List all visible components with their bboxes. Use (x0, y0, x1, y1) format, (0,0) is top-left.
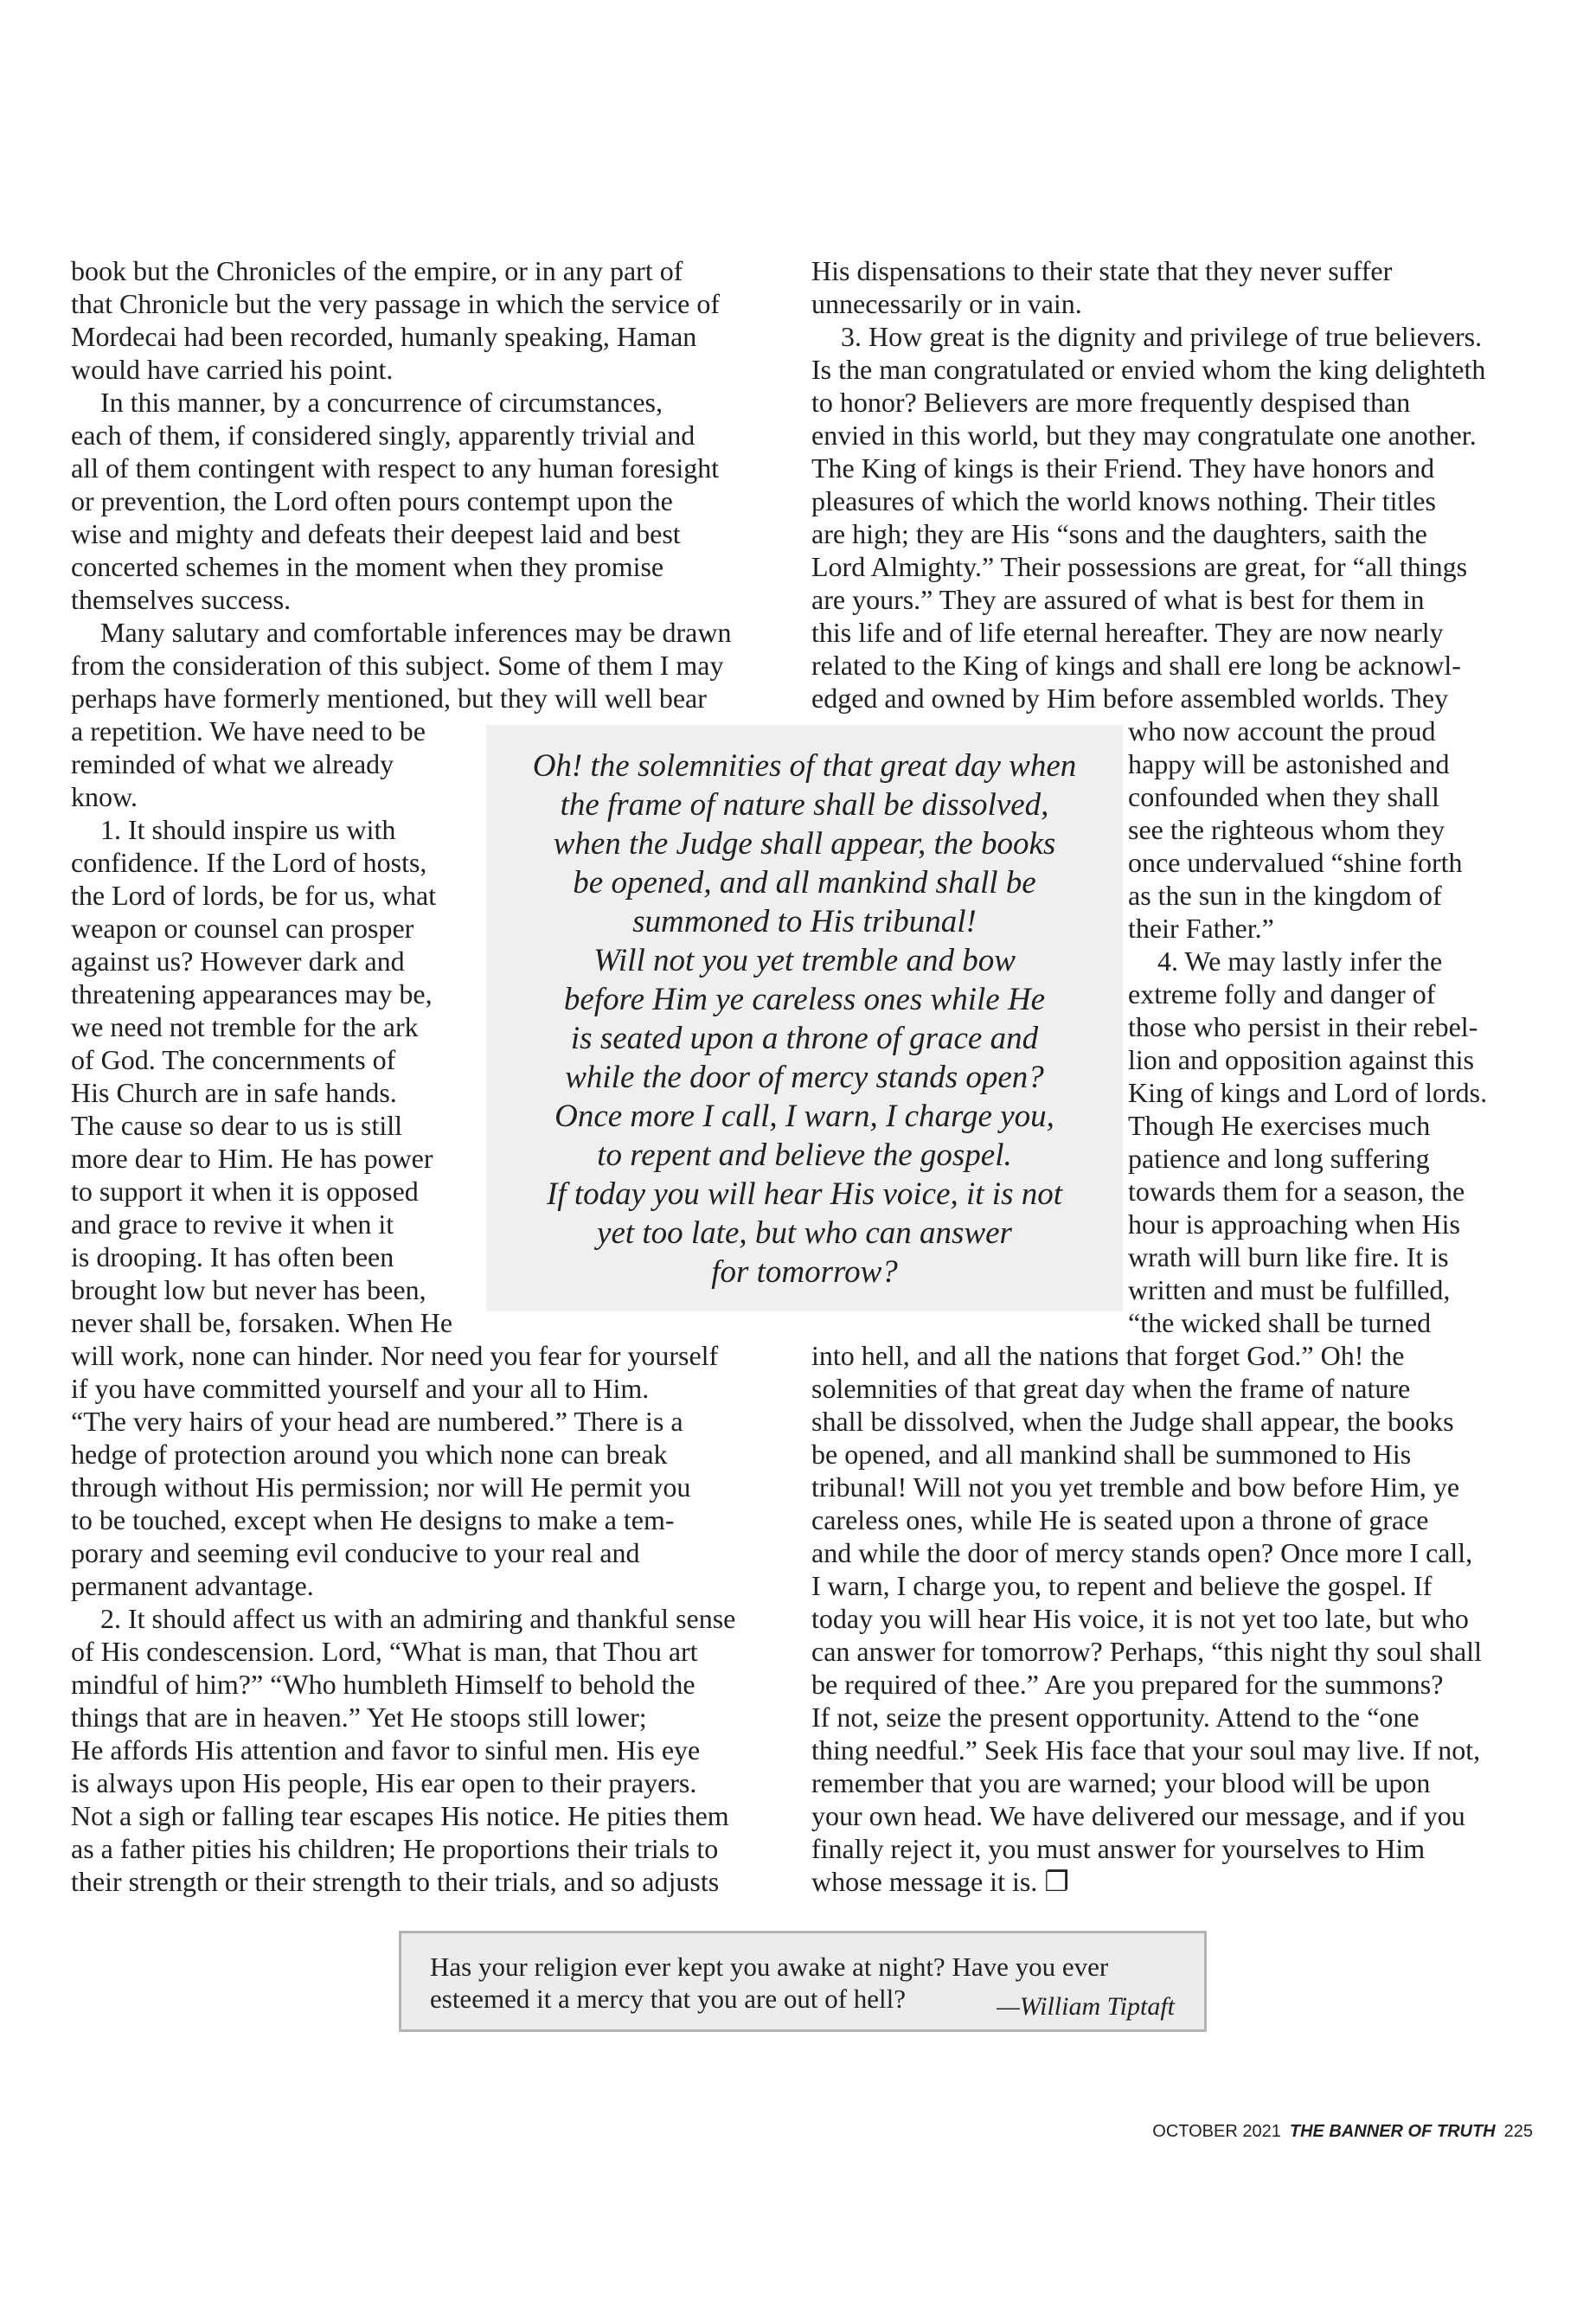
pull-quote-line: If today you will hear His voice, it is not (546, 1176, 1063, 1212)
pull-quote-line: yet too late, but who can answer (597, 1215, 1012, 1251)
text-line: towards them for a season, the (1128, 1176, 1465, 1207)
text-line: If not, seize the present opportunity. Attend to the “one (811, 1702, 1420, 1733)
pull-quote-line: be opened, and all mankind shall be (573, 865, 1036, 901)
text-line: careless ones, while He is seated upon a throne of grace (811, 1504, 1429, 1535)
page-number: 225 (1503, 2122, 1533, 2141)
text-line: would have carried his point. (71, 354, 394, 385)
text-line: extreme folly and danger of (1128, 978, 1436, 1009)
text-line: who now account the proud (1128, 715, 1436, 747)
text-line: brought low but never has been, (71, 1274, 426, 1305)
text-line: to be touched, except when He designs to make a tem- (71, 1504, 675, 1535)
text-line: as the sun in the kingdom of (1128, 880, 1442, 911)
text-line: 4. We may lastly infer the (1157, 945, 1443, 977)
pull-quote-line: while the door of mercy stands open? (565, 1060, 1044, 1095)
text-line: this life and of life eternal hereafter. They are now nearly (811, 617, 1444, 648)
text-line: the Lord of lords, be for us, what (71, 880, 437, 911)
pull-quote-line: Will not you yet tremble and bow (593, 943, 1016, 978)
text-line: be required of thee.” Are you prepared for the summons? (811, 1669, 1444, 1700)
text-line: never shall be, forsaken. When He (71, 1307, 453, 1338)
text-line: He affords His attention and favor to sinful men. His eye (71, 1734, 701, 1766)
text-line: porary and seeming evil conducive to your real and (71, 1537, 640, 1568)
page-footer (1152, 2119, 1533, 2144)
text-line: patience and long suffering (1128, 1143, 1430, 1174)
text-line: finally reject it, you must answer for yourselves to Him (811, 1833, 1426, 1864)
text-line: Lord Almighty.” Their possessions are great, for “all things (811, 551, 1468, 582)
text-line: of God. The concernments of (71, 1044, 396, 1075)
text-line: wrath will burn like fire. It is (1128, 1241, 1449, 1272)
text-line: will work, none can hinder. Nor need you fear for yourself (71, 1340, 719, 1371)
quote-box-line: esteemed it a mercy that you are out of hell? (430, 1984, 907, 2014)
text-line: themselves success. (71, 584, 292, 615)
pull-quote (486, 725, 1123, 1311)
text-line: are yours.” They are assured of what is best for them in (811, 584, 1425, 615)
text-line: once undervalued “shine forth (1128, 847, 1463, 878)
text-line: their Father.” (1128, 913, 1274, 944)
quote-box-line: Has your religion ever kept you awake at night? Have you ever (430, 1952, 1109, 1982)
pull-quote-line: summoned to His tribunal! (632, 904, 977, 939)
text-line: a repetition. We have need to be (71, 715, 426, 747)
text-line: and while the door of mercy stands open? Once more I call, (811, 1537, 1473, 1568)
pull-quote-line: to repent and believe the gospel. (597, 1138, 1012, 1173)
text-line: envied in this world, but they may congratulate one another. (811, 420, 1477, 451)
text-line: written and must be fulfilled, (1128, 1274, 1451, 1305)
text-line: The King of kings is their Friend. They have honors and (811, 452, 1435, 484)
text-line: confounded when they shall (1128, 781, 1439, 812)
text-line: your own head. We have delivered our message, and if you (811, 1800, 1465, 1831)
text-line: The cause so dear to us is still (71, 1110, 403, 1141)
text-line: 3. How great is the dignity and privilege of true believers. (841, 321, 1483, 352)
text-line: Though He exercises much (1128, 1110, 1431, 1141)
text-line: remember that you are warned; your blood will be upon (811, 1767, 1431, 1798)
text-line: confidence. If the Lord of hosts, (71, 847, 427, 878)
text-line: to honor? Believers are more frequently despised than (811, 387, 1411, 418)
text-line: edged and owned by Him before assembled worlds. They (811, 683, 1449, 714)
pull-quote-line: before Him ye careless ones while He (563, 982, 1046, 1017)
text-line: reminded of what we already (71, 748, 394, 779)
text-line: weapon or counsel can prosper (71, 913, 414, 944)
text-line: all of them contingent with respect to any human foresight (71, 452, 720, 484)
text-line: know. (71, 781, 138, 812)
text-line: His dispensations to their state that they never suffer (811, 255, 1393, 286)
text-line: Not a sigh or falling tear escapes His notice. He pities them (71, 1800, 729, 1831)
text-line: concerted schemes in the moment when they promise (71, 551, 664, 582)
text-line: lion and opposition against this (1128, 1044, 1474, 1075)
text-line: against us? However dark and (71, 945, 405, 977)
text-line: and grace to revive it when it (71, 1208, 394, 1240)
text-line: perhaps have formerly mentioned, but they will well bear (71, 683, 707, 714)
quote-box (399, 1931, 1207, 2032)
text-line: be opened, and all mankind shall be summoned to His (811, 1439, 1412, 1470)
text-line: those who persist in their rebel- (1128, 1011, 1478, 1042)
text-line: from the consideration of this subject. Some of them I may (71, 650, 724, 681)
text-line: each of them, if considered singly, apparently trivial and (71, 420, 695, 451)
text-line: 2. It should affect us with an admiring and thankful sense (100, 1603, 736, 1634)
text-line: tribunal! Will not you yet tremble and bow before Him, ye (811, 1471, 1460, 1503)
pull-quote-line: Oh! the solemnities of that great day when (532, 748, 1077, 784)
pull-quote-line: Once more I call, I warn, I charge you, (554, 1099, 1054, 1134)
issue-date: OCTOBER 2021 (1152, 2122, 1281, 2141)
text-line: mindful of him?” “Who humbleth Himself to behold the (71, 1669, 695, 1700)
pull-quote-line: is seated upon a throne of grace and (570, 1021, 1039, 1056)
text-line: book but the Chronicles of the empire, or in any part of (71, 255, 683, 286)
text-line: can answer for tomorrow? Perhaps, “this night thy soul shall (811, 1636, 1482, 1667)
text-line: pleasures of which the world knows nothing. Their titles (811, 485, 1436, 516)
text-line: their strength or their strength to their trials, and so adjusts (71, 1866, 720, 1897)
text-line: hour is approaching when His (1128, 1208, 1460, 1240)
text-line: Many salutary and comfortable inferences may be drawn (100, 617, 732, 648)
text-line: “The very hairs of your head are numbered.” There is a (71, 1406, 683, 1437)
text-line: 1. It should inspire us with (100, 814, 396, 845)
pull-quote-line: the frame of nature shall be dissolved, (560, 787, 1049, 823)
text-line: “the wicked shall be turned (1128, 1307, 1432, 1338)
text-line: Is the man congratulated or envied whom the king delighteth (811, 354, 1486, 385)
text-line: related to the King of kings and shall ere long be acknowl- (811, 650, 1461, 681)
text-line: more dear to Him. He has power (71, 1143, 433, 1174)
text-line: permanent advantage. (71, 1570, 314, 1601)
quote-author: —William Tiptaft (997, 1992, 1175, 2021)
text-line: is always upon His people, His ear open to their prayers. (71, 1767, 697, 1798)
text-line: into hell, and all the nations that forget God.” Oh! the (811, 1340, 1405, 1371)
text-line: happy will be astonished and (1128, 748, 1450, 779)
text-line: as a father pities his children; He proportions their trials to (71, 1833, 719, 1864)
text-line: unnecessarily or in vain. (811, 288, 1082, 319)
text-line: threatening appearances may be, (71, 978, 433, 1009)
text-line: that Chronicle but the very passage in which the service of (71, 288, 720, 319)
text-line: through without His permission; nor will He permit you (71, 1471, 691, 1503)
text-line: solemnities of that great day when the frame of nature (811, 1373, 1411, 1404)
text-line: things that are in heaven.” Yet He stoops still lower; (71, 1702, 647, 1733)
pull-quote-line: when the Judge shall appear, the books (553, 826, 1056, 862)
text-line: see the righteous whom they (1128, 814, 1445, 845)
text-line: to support it when it is opposed (71, 1176, 419, 1207)
text-line: wise and mighty and defeats their deepest laid and best (71, 518, 681, 549)
text-line: today you will hear His voice, it is not yet too late, but who (811, 1603, 1469, 1634)
text-line: we need not tremble for the ark (71, 1011, 419, 1042)
text-line: King of kings and Lord of lords. (1128, 1077, 1488, 1108)
text-line: hedge of protection around you which none can break (71, 1439, 668, 1470)
text-line: His Church are in safe hands. (71, 1077, 397, 1108)
text-line: of His condescension. Lord, “What is man, that Thou art (71, 1636, 698, 1667)
text-line: whose message it is. ❐ (811, 1866, 1069, 1897)
text-line: or prevention, the Lord often pours contempt upon the (71, 485, 673, 516)
text-line: In this manner, by a concurrence of circumstances, (100, 387, 663, 418)
text-line: I warn, I charge you, to repent and believe the gospel. If (811, 1570, 1433, 1601)
text-line: Mordecai had been recorded, humanly speaking, Haman (71, 321, 697, 352)
text-line: if you have committed yourself and your all to Him. (71, 1373, 650, 1404)
pull-quote-line: for tomorrow? (711, 1254, 898, 1290)
text-line: thing needful.” Seek His face that your soul may live. If not, (811, 1734, 1481, 1766)
text-line: shall be dissolved, when the Judge shall appear, the books (811, 1406, 1454, 1437)
text-line: is drooping. It has often been (71, 1241, 394, 1272)
magazine-title: THE BANNER OF TRUTH (1289, 2122, 1496, 2141)
text-line: are high; they are His “sons and the daughters, saith the (811, 518, 1427, 549)
